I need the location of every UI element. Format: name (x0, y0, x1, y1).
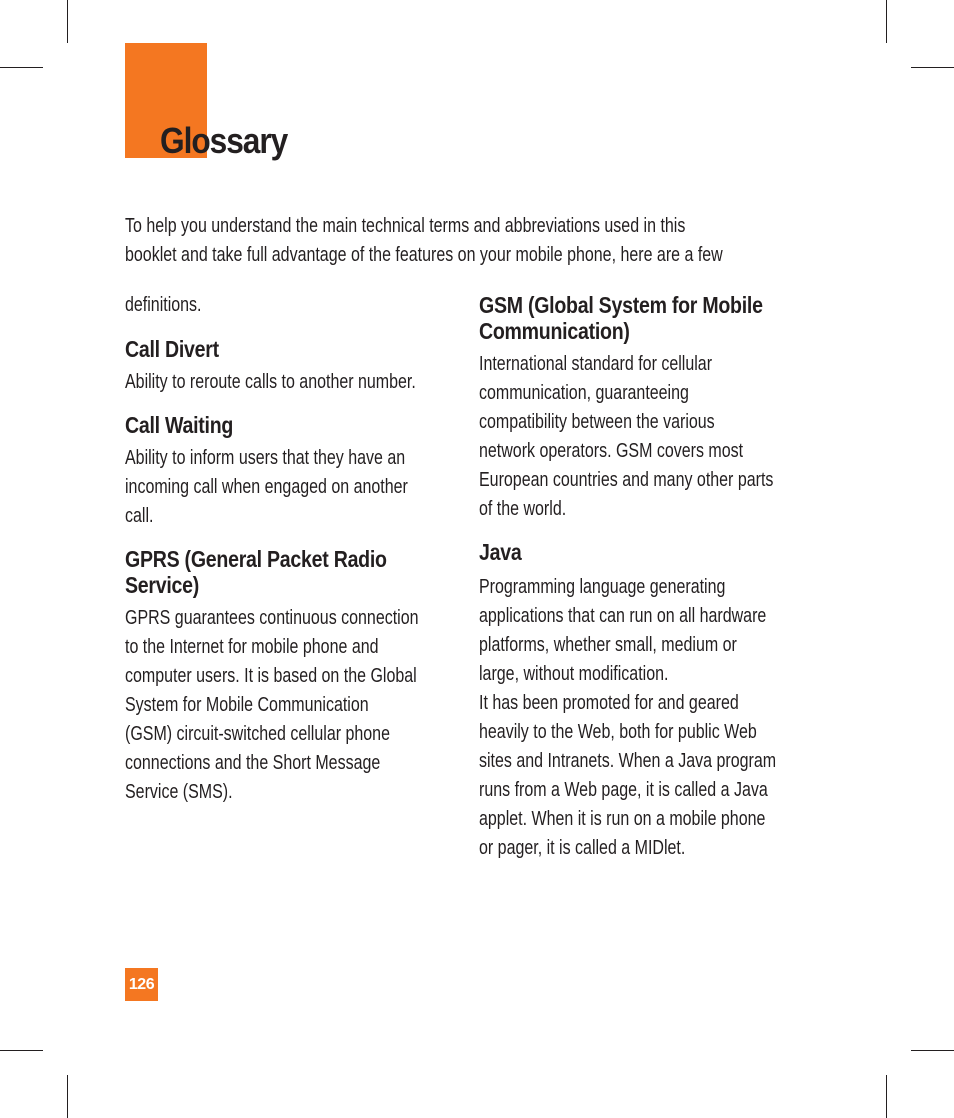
definition-line: (GSM) circuit-switched cellular phone (125, 723, 390, 745)
definition-line: call. (125, 505, 154, 527)
definition-line: incoming call when engaged on another (125, 476, 408, 498)
definition-line: runs from a Web page, it is called a Java (479, 779, 768, 801)
term-line: Communication) (479, 318, 630, 344)
definition-line: GPRS guarantees continuous connection (125, 607, 419, 629)
intro-line: To help you understand the main technical terms and abbreviations used in this (125, 215, 686, 237)
term-heading (125, 412, 525, 438)
term-line: GPRS (General Packet Radio (125, 546, 387, 572)
intro-paragraph (125, 212, 885, 270)
glossary-entry-call-waiting (125, 412, 525, 531)
left-column (125, 291, 525, 807)
term-heading (125, 336, 525, 362)
page-title: Glossary (160, 120, 288, 161)
crop-mark-bottom-left-vertical (67, 1075, 68, 1118)
crop-mark-top-right-vertical (886, 0, 887, 43)
crop-mark-bottom-left-horizontal (0, 1050, 43, 1051)
page-number: 126 (125, 968, 158, 1001)
crop-mark-bottom-right-horizontal (911, 1050, 954, 1051)
term-line: GSM (Global System for Mobile (479, 292, 763, 318)
definition-line: to the Internet for mobile phone and (125, 636, 379, 658)
definition-line: Programming language generating (479, 576, 726, 598)
crop-mark-bottom-right-vertical (886, 1075, 887, 1118)
term-definition (479, 350, 879, 524)
right-column (479, 292, 879, 863)
definition-line: of the world. (479, 498, 567, 520)
definition-line: Ability to reroute calls to another number. (125, 371, 416, 393)
crop-mark-top-left-horizontal (0, 67, 43, 68)
term-definition (479, 573, 879, 863)
definition-line: platforms, whether small, medium or (479, 634, 737, 656)
definition-line: Ability to inform users that they have an (125, 447, 406, 469)
crop-mark-top-right-horizontal (911, 67, 954, 68)
definition-line: sites and Intranets. When a Java program (479, 750, 777, 772)
term-definition (125, 444, 525, 531)
definition-line: Service (SMS). (125, 781, 233, 803)
crop-mark-top-left-vertical (67, 0, 68, 43)
definition-line: applications that can run on all hardware (479, 605, 767, 627)
glossary-entry-gprs (125, 546, 525, 807)
intro-line: booklet and take full advantage of the features on your mobile phone, here are a few (125, 244, 723, 266)
term-heading (125, 546, 525, 598)
definition-line: large, without modification. (479, 663, 669, 685)
term-definition (125, 368, 525, 397)
term-definition (125, 604, 525, 807)
definition-line: heavily to the Web, both for public Web (479, 721, 757, 743)
definition-line: or pager, it is called a MIDlet. (479, 837, 686, 859)
definition-line: compatibility between the various (479, 411, 715, 433)
term-heading (479, 292, 879, 344)
term-heading (479, 539, 879, 565)
term-line: Java (479, 539, 522, 565)
glossary-entry-gsm (479, 292, 879, 524)
definition-line: communication, guaranteeing (479, 382, 689, 404)
definition-line: European countries and many other parts (479, 469, 774, 491)
definition-line: System for Mobile Communication (125, 694, 369, 716)
term-line: Call Waiting (125, 412, 234, 438)
definition-line: connections and the Short Message (125, 752, 381, 774)
term-line: Call Divert (125, 336, 219, 362)
definition-line: applet. When it is run on a mobile phone (479, 808, 766, 830)
term-line: Service) (125, 572, 200, 598)
intro-continuation (125, 291, 525, 320)
glossary-entry-java (479, 539, 879, 863)
definition-line: International standard for cellular (479, 353, 713, 375)
glossary-entry-call-divert (125, 336, 525, 397)
intro-line: definitions. (125, 294, 202, 316)
definition-line: computer users. It is based on the Global (125, 665, 417, 687)
definition-line: It has been promoted for and geared (479, 692, 739, 714)
definition-line: network operators. GSM covers most (479, 440, 744, 462)
